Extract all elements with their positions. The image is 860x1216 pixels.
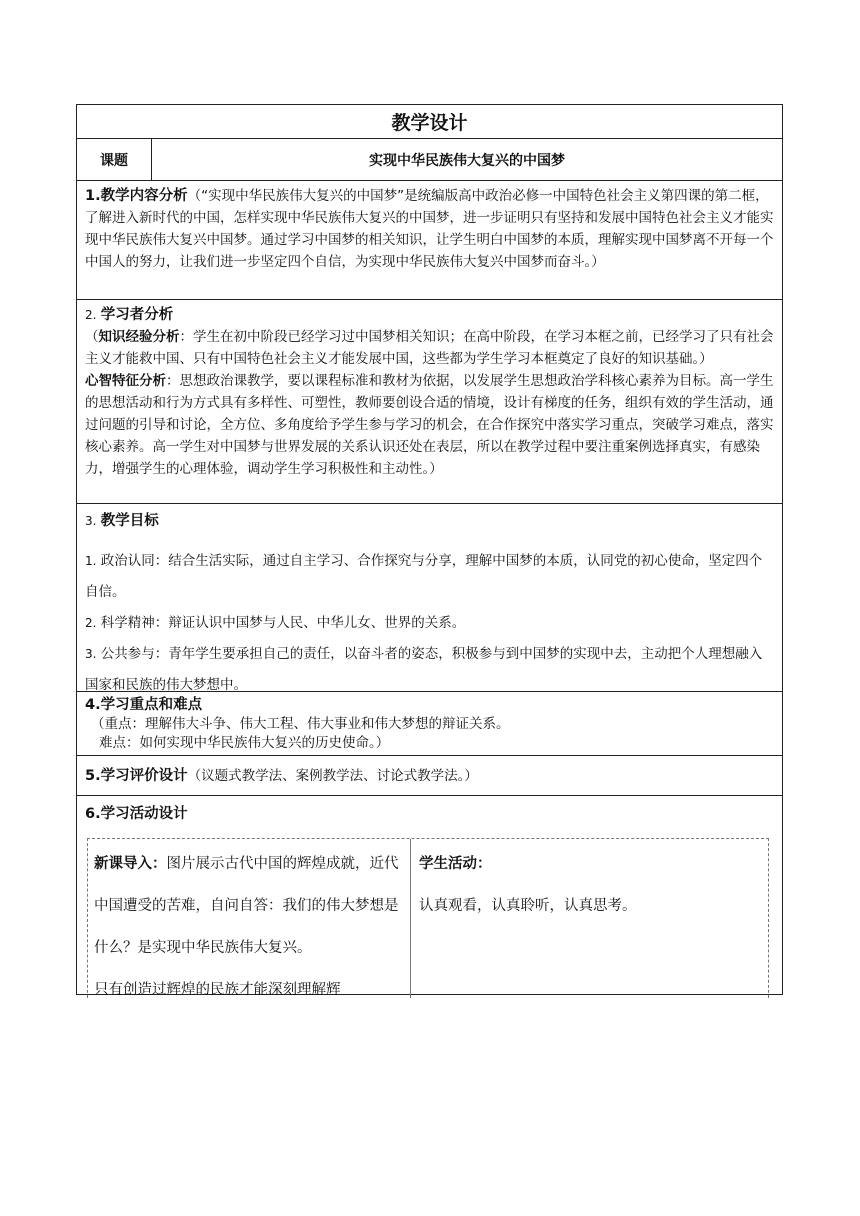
section-learner-analysis — [77, 300, 782, 504]
knowledge-experience-label: 知识经验分析 — [98, 329, 180, 345]
goal-item: 3. 公共参与：青年学生要承担自己的责任，以奋斗者的姿态，积极参与到中国梦的实现中去，主动把个人理想融入国家和民族的伟大梦想中。 — [85, 646, 763, 693]
document-title: 教学设计 — [77, 105, 782, 139]
goal-item: 2. 科学精神：辩证认识中国梦与人民、中华儿女、世界的关系。 — [85, 615, 466, 631]
goal-item: 1. 政治认同：结合生活实际，通过自主学习、合作探究与分享，理解中国梦的本质，认同党的初心使命，坚定四个自信。 — [85, 553, 763, 600]
evaluation-heading: 5.学习评价设计 — [85, 767, 188, 784]
mental-traits-text: ：思想政治课教学，要以课程标准和教材为依据，以发展学生思想政治学科核心素养为目标。高一学生的思想活动和行为方式具有多样性、可塑性，教师要创设合适的情境，设计有梯度的任务，组织有效的学生活动，通过问题的引导和讨论，全方位、多角度给予学生参与学习的机会，在合作探究中落实学习重点，突破学习难点，落实核心素养。高一学生对中国梦与世界发展的关系认识还处在表层，所以在教学过程中要注重案例选择真实，有感染力，增强学生的心理体验，调动学生学习积极性和主动性。） — [85, 373, 774, 477]
intro-continuation: 只有创造过辉煌的民族才能深刻理解辉 — [94, 982, 341, 998]
evaluation-text: （议题式教学法、案例教学法、讨论式教学法。） — [187, 767, 478, 784]
section-teaching-goals — [77, 504, 782, 692]
evaluation-paragraph — [85, 765, 478, 787]
section-key-points — [77, 692, 782, 756]
knowledge-experience-paragraph — [85, 326, 774, 370]
activity-table — [87, 838, 769, 998]
student-activity-text: 认真观看，认真聆听，认真思考。 — [419, 898, 637, 914]
topic-value: 实现中华民族伟大复兴的中国梦 — [369, 152, 565, 169]
knowledge-experience-text: ：学生在初中阶段已经学习过中国梦相关知识；在高中阶段，在学习本框之前，已经学习了只有社会主义才能救中国、只有中国特色社会主义才能发展中国，这些都为学生学习本框奠定了良好的知识基础。） — [85, 329, 774, 367]
activity-heading: 6.学习活动设计 — [85, 806, 188, 822]
intro-label: 新课导入： — [94, 856, 167, 872]
teaching-goals-heading: 教学目标 — [100, 513, 159, 529]
content-analysis-text: （“实现中华民族伟大复兴的中国梦”是统编版高中政治必修一中国特色社会主义第四课的第二框，了解进入新时代的中国，怎样实现中华民族伟大复兴的中国梦，进一步证明只有坚持和发展中国特色社会主义才能实现中华民族伟大复兴中国梦。通过学习中国梦的相关知识，让学生明白中国梦的本质，理解实现中国梦离不开每一个中国人的努力，让我们进一步坚定四个自信，为实现中华民族伟大复兴中国梦而奋斗。） — [85, 188, 774, 270]
topic-label: 课题 — [77, 139, 152, 180]
intro-paragraph — [94, 843, 404, 969]
open-paren: （ — [85, 329, 99, 345]
mental-traits-paragraph — [85, 370, 774, 480]
lesson-plan-table — [76, 104, 783, 998]
activity-student-cell — [411, 839, 768, 998]
mental-traits-label: 心智特征分析 — [85, 373, 166, 389]
section-content-analysis — [77, 181, 782, 300]
teaching-goals-title-line — [85, 510, 774, 532]
content-analysis-paragraph — [85, 185, 774, 273]
student-activity-label: 学生活动： — [419, 856, 492, 872]
section-evaluation-design — [77, 756, 782, 796]
topic-row — [77, 139, 782, 181]
goal-list — [85, 546, 774, 701]
teaching-goals-number: 3. — [85, 514, 97, 528]
key-point-line: （重点：理解伟大斗争、伟大工程、伟大事业和伟大梦想的辩证关系。 — [91, 716, 510, 732]
intro-text: 图片展示古代中国的辉煌成就，近代中国遭受的苦难，自问自答：我们的伟大梦想是什么？是实现中华民族伟大复兴。 — [94, 856, 399, 956]
key-points-heading: 4.学习重点和难点 — [85, 697, 203, 713]
learner-analysis-title-line — [85, 304, 774, 326]
activity-teacher-cell — [88, 839, 411, 998]
content-analysis-heading: 1.教学内容分析 — [85, 188, 188, 204]
section-activity-design — [77, 796, 782, 998]
learner-analysis-number: 2. — [85, 308, 97, 322]
difficulty-line: 难点：如何实现中华民族伟大复兴的历史使命。） — [99, 735, 390, 751]
learner-analysis-heading: 学习者分析 — [100, 307, 174, 323]
